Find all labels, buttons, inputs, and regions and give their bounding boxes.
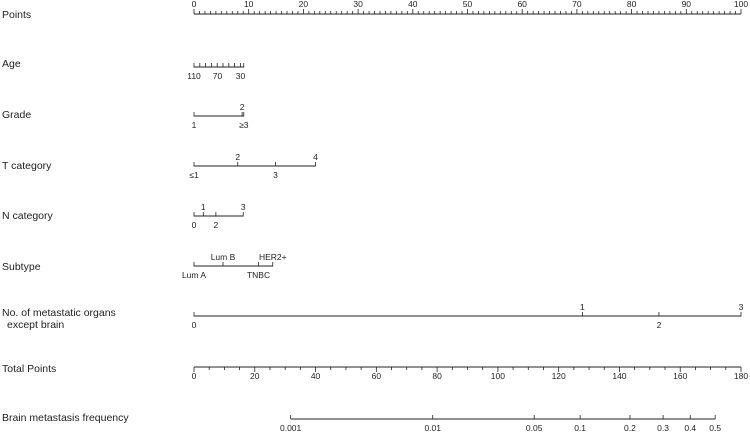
tick-label-grade: 2 [239, 102, 245, 112]
tick-label-n_category: 0 [191, 220, 197, 230]
tick-label-brain_metastasis_frequency: 0.01 [424, 423, 441, 433]
tick-label-t_category: 4 [313, 152, 318, 162]
tick-label-points: 90 [681, 0, 692, 9]
tick-label-total_points: 60 [371, 371, 382, 381]
tick-label-total_points: 140 [612, 371, 627, 381]
tick-label-n_category: 2 [213, 220, 219, 230]
row-label-t_category: T category [2, 160, 52, 172]
tick-label-points: 60 [517, 0, 527, 9]
row-label-age: Age [2, 58, 21, 70]
row-label-subtype: Subtype [2, 261, 41, 273]
tick-label-age: 30 [235, 71, 246, 81]
tick-label-brain_metastasis_frequency: 0.001 [279, 423, 302, 433]
tick-label-subtype: HER2+ [258, 252, 287, 262]
tick-label-brain_metastasis_frequency: 0.4 [684, 423, 697, 433]
row-label-points: Points [2, 9, 32, 21]
tick-label-points: 40 [408, 0, 418, 9]
tick-label-total_points: 20 [250, 371, 260, 381]
tick-label-grade: 1 [191, 120, 197, 130]
row-n_category [2, 202, 246, 230]
tick-label-subtype: TNBC [246, 270, 271, 280]
tick-label-metastatic_organs: 1 [580, 302, 585, 312]
tick-label-total_points: 80 [432, 371, 442, 381]
row-label-total_points: Total Points [2, 363, 57, 375]
row-age [2, 58, 245, 81]
tick-label-brain_metastasis_frequency: 0.2 [624, 423, 636, 433]
tick-label-total_points: 0 [191, 371, 197, 381]
tick-label-brain_metastasis_frequency: 0.3 [657, 423, 670, 433]
tick-label-points: 10 [243, 0, 254, 9]
row-t_category [2, 152, 318, 180]
row-total_points [2, 363, 748, 381]
row-label-2-metastatic_organs: except brain [7, 319, 65, 331]
row-brain_metastasis_frequency [2, 412, 721, 433]
row-label-n_category: N category [2, 210, 53, 222]
tick-label-brain_metastasis_frequency: 0.5 [709, 423, 722, 433]
tick-label-total_points: 40 [310, 371, 321, 381]
tick-label-brain_metastasis_frequency: 0.05 [525, 423, 543, 433]
tick-label-points: 100 [733, 0, 749, 9]
tick-label-total_points: 100 [490, 371, 505, 381]
tick-label-points: 80 [626, 0, 637, 9]
tick-label-total_points: 160 [673, 371, 688, 381]
row-metastatic_organs [2, 302, 744, 331]
tick-label-points: 70 [572, 0, 582, 9]
tick-label-subtype: Lum B [210, 252, 236, 262]
row-grade [2, 102, 249, 130]
tick-label-t_category: ≤1 [189, 170, 199, 180]
tick-label-total_points: 120 [551, 371, 566, 381]
tick-label-metastatic_organs: 3 [738, 302, 744, 312]
tick-label-points: 0 [191, 0, 197, 9]
tick-label-points: 50 [462, 0, 473, 9]
row-subtype [2, 252, 287, 280]
tick-label-subtype: Lum A [181, 270, 207, 280]
tick-label-age: 70 [212, 71, 223, 81]
tick-label-n_category: 3 [240, 202, 246, 212]
tick-label-brain_metastasis_frequency: 0.1 [574, 423, 587, 433]
row-label-metastatic_organs: No. of metastatic organs [2, 307, 116, 319]
tick-label-age: 110 [187, 71, 201, 81]
row-label-grade: Grade [2, 109, 32, 121]
tick-label-points: 20 [298, 0, 309, 9]
tick-label-grade: ≥3 [239, 120, 249, 130]
tick-label-t_category: 2 [235, 152, 241, 162]
row-label-brain_metastasis_frequency: Brain metastasis frequency [2, 412, 129, 424]
row-points [2, 0, 748, 21]
tick-label-total_points: 180 [733, 371, 749, 381]
tick-label-t_category: 3 [273, 170, 278, 180]
tick-label-n_category: 1 [200, 202, 206, 212]
tick-label-points: 30 [353, 0, 363, 9]
tick-label-metastatic_organs: 2 [656, 320, 662, 330]
tick-label-metastatic_organs: 0 [191, 320, 197, 330]
